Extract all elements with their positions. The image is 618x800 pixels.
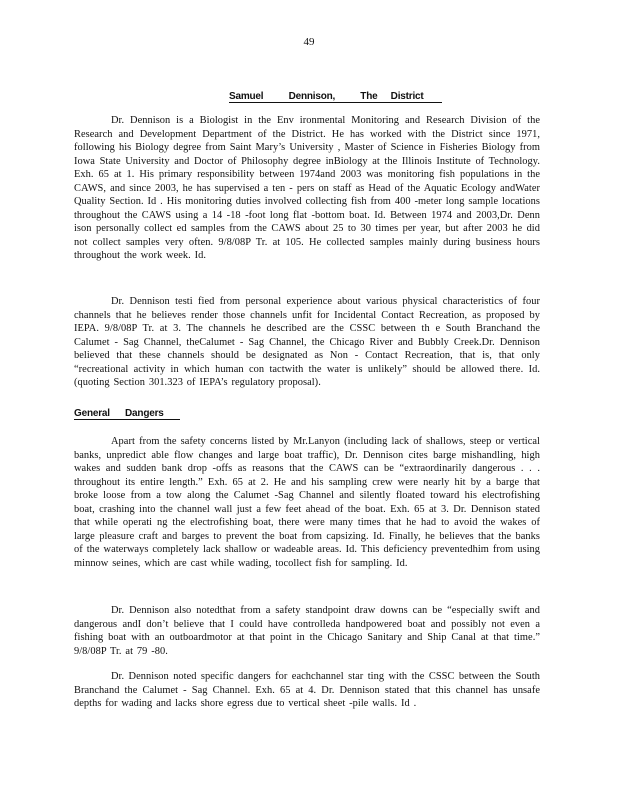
heading-org: The <box>360 91 378 102</box>
heading-dangers: Dangers <box>125 408 164 419</box>
paragraph-drawdowns: Dr. Dennison also notedthat from a safety standpoint draw downs can be “especially swift and dangerous andI don’t believe that I could have controlleda handpowered boat and possibly not even a fishing boat with an outboardmotor at that point in the Chicago Sanitary and Ship Canal at that time.” 9/8/08P Tr. at 79 -80. <box>74 605 540 657</box>
paragraph-background: Dr. Dennison is a Biologist in the Env ironmental Monitoring and Research Division of the Research and Development Department of the District. He has worked with the District since 1971, following his Biology degree from Saint Mary’s University , Master of Science in Fisheries Biology from Iowa State University and Doctor of Philosophy degree inBiology at the Illinois Institute of Technology. Exh. 65 at 1. His primary responsibility between 1974and 2003 was monitoring fish populations in the CAWS, and since 2003, he has supervised a ten - pers on staff as Head of the Aquatic Ecology andWater Quality Section. Id . His monitoring duties involved collecting fish from 400 -meter long sample locations throughout the CAWS using a 14 -18 -foot long flat -bottom boat. Id. Between 1974 and 2003,Dr. Denn ison personally collect ed samples from the CAWS about 25 to 30 times per year, but after 2003 he did not collect samples very often. 9/8/08P Tr. at 105. He collected samples mainly during business hours throughout the work week. Id. <box>74 115 540 261</box>
paragraph-channel-dangers: Dr. Dennison noted specific dangers for eachchannel star ting with the CSSC between the South Branchand the Calumet - Sag Channel. Exh. 65 at 4. Dr. Dennison stated that this channel has unsafe depths for wading and lacks shore egress due to vertical sheet -pile walls. Id . <box>74 671 540 709</box>
paragraph-testimony: Dr. Dennison testi fied from personal experience about various physical characteristics of four channels that he believes render those channels unfit for Incidental Contact Recreation, as proposed by IEPA. 9/8/08P Tr. at 3. The channels he described are the CSSC between th e South Branchand the Calumet - Sag Channel, theCalumet - Sag Channel, the Chicago River and Bubbly Creek.Dr. Dennison believed that these channels should be designated as Non - Contact Recreation, that is, that only “recreational activity in which human con tactwith the water is unlikely” should be allowed there. Id. (quoting Section 301.323 of IEPA’s regulatory proposal). <box>74 296 540 388</box>
heading-general: General <box>74 408 110 419</box>
heading-name: Samuel <box>229 91 264 102</box>
paragraph-safety-concerns: Apart from the safety concerns listed by Mr.Lanyon (including lack of shallows, steep or vertical banks, unpredict able flow changes and large boat traffic), Dr. Dennison cites barge mishandling, high wakes and sudden bank drop -offs as reasons that the CAWS can be “extraordinarily dangerous . . . throughout its entire length.” Exh. 65 at 2. He and his sampling crew were nearly hit by a barge that broke loose from a tow along the Calumet -Sag Channel and silently floated toward his electrofishing boat, crashing into the channel wall just a few feet ahead of the boat. Exh. 65 at 3. Dr. Dennison stated that while operati ng the electrofishing boat, there were many times that he had to avoid the wakes of large pleasure craft and barges to prevent the boat from capsizing. Id. Finally, he believes that the banks of the waterways completely lack shallow or wadeable areas. Id. This deficiency preventedhim from using minnow seines, which are cast while wading, tocollect fish for sampling. Id. <box>74 436 540 569</box>
page-number: 49 <box>303 36 315 48</box>
heading-surname: Dennison, <box>288 91 336 102</box>
section-heading-general-dangers <box>74 408 180 420</box>
heading-district: District <box>390 91 424 102</box>
section-heading-dennison <box>229 91 442 103</box>
